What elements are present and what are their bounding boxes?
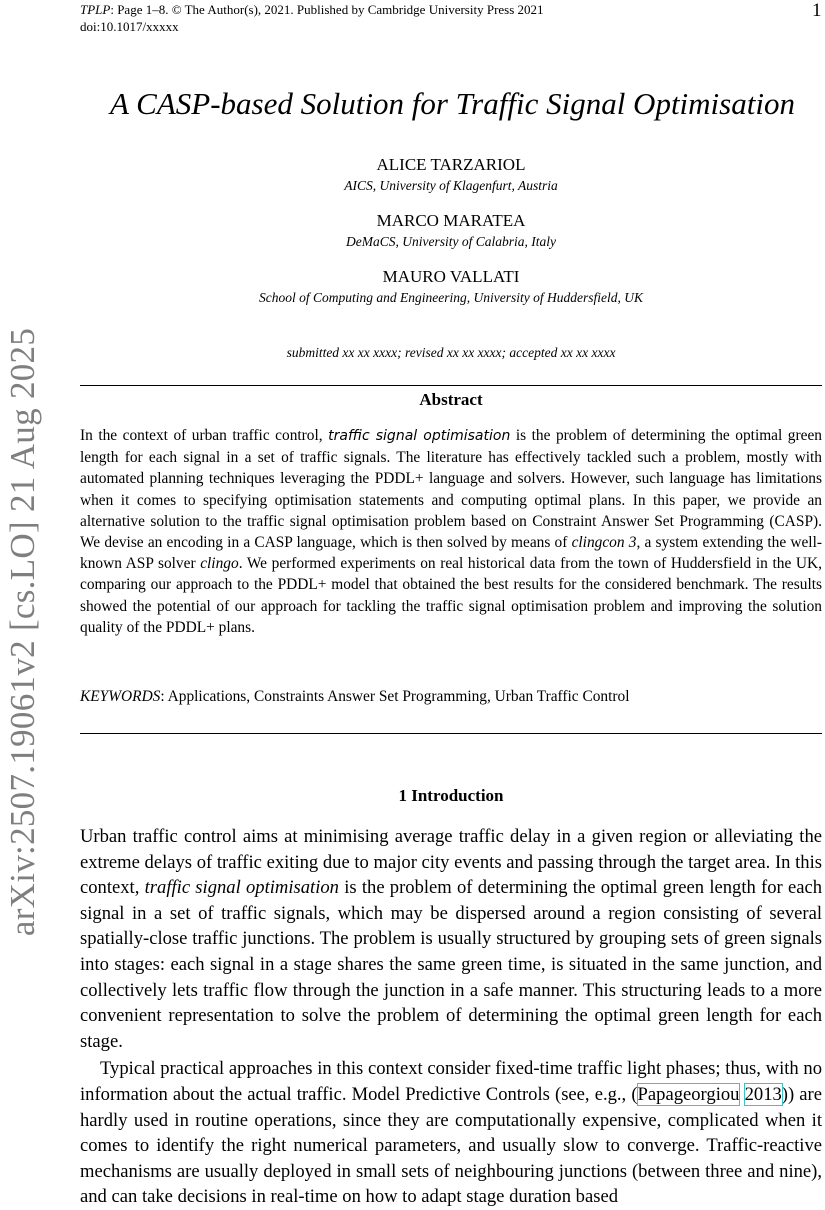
author-affiliation: School of Computing and Engineering, University of Huddersfield, UK bbox=[259, 290, 643, 305]
citation-link[interactable]: 2013 bbox=[744, 1083, 782, 1105]
emphasized-term: traffic signal optimisation bbox=[144, 877, 339, 899]
abstract-term: clingo bbox=[200, 555, 239, 573]
keywords-text: : Applications, Constraints Answer Set Programming, Urban Traffic Control bbox=[160, 688, 630, 705]
citation-link[interactable]: Papageorgiou bbox=[637, 1083, 740, 1105]
top-rule bbox=[80, 385, 822, 386]
author-affiliation: DeMaCS, University of Calabria, Italy bbox=[346, 234, 556, 249]
section-heading: 1 Introduction bbox=[398, 786, 504, 805]
abstract-term: clingcon 3 bbox=[571, 534, 637, 552]
journal-name: TPLP bbox=[80, 2, 111, 17]
keywords-label: KEYWORDS bbox=[80, 688, 161, 705]
author-name: MAURO VALLATI bbox=[382, 267, 520, 286]
doi[interactable]: doi:10.1017/xxxxx bbox=[80, 19, 179, 34]
keywords bbox=[80, 688, 822, 706]
bottom-rule bbox=[80, 733, 822, 734]
running-header bbox=[80, 2, 544, 18]
paragraph: Typical practical approaches in this context consider fixed-time traffic light phases; thus, with no information about the actual traffic. Model Predictive Controls (see, e.g., (Papageorgiou 2013)) are hardly used in routine operations, since they are computationally expensive, complicated when it comes to identify the right numerical parameters, and usually slow to converge. Traffic-reactive mechanisms are usually deployed in small sets of neighbouring junctions (between three and nine), and can take decisions in real-time on how to adapt stage duration based bbox=[80, 1058, 822, 1208]
page-number: 1 bbox=[812, 0, 822, 21]
abstract-term: traffic signal optimisation bbox=[328, 428, 511, 444]
paragraph: Urban traffic control aims at minimising average traffic delay in a given region or alleviating the extreme delays of traffic exiting due to major city events and passing through the target area. In this context, traffic signal optimisation is the problem of determining the optimal green length for each signal in a set of traffic signals, which may be dispersed around a region consisting of several spatially-close traffic junctions. The problem is usually structured by grouping sets of green signals into stages: each signal in a stage shares the same green time, is situated in the same junction, and collectively lets traffic flow through the junction in a safe manner. This structuring leads to a more convenient representation to solve the problem of determining the optimal green length for each stage. bbox=[80, 826, 823, 1052]
arxiv-stamp-container bbox=[0, 282, 46, 982]
arxiv-stamp[interactable]: arXiv:2507.19061v2 [cs.LO] 21 Aug 2025 bbox=[3, 327, 42, 937]
abstract-body: In the context of urban traffic control, traffic signal optimisation is the problem of determining the optimal green length for each signal in a set of traffic signals. The literature has effectively tackled such a problem, mostly with automated planning techniques leveraging the PDDL+ language and solvers. However, such language has limitations when it comes to specifying optimisation statements and computing optimal plans. In this paper, we provide an alternative solution to the traffic signal optimisation problem based on Constraint Answer Set Programming (CASP). We devise an encoding in a CASP language, which is then solved by means of clingcon 3, a system extending the well-known ASP solver clingo. We performed experiments on real historical data from the town of Huddersfield in the UK, comparing our approach to the PDDL+ model that obtained the best results for the considered benchmark. The results showed the potential of our approach for tackling the traffic signal optimisation problem and improving the solution quality of the PDDL+ plans. bbox=[80, 427, 822, 636]
author-name: MARCO MARATEA bbox=[376, 211, 526, 230]
paper-title: A CASP-based Solution for Traffic Signal Optimisation bbox=[110, 86, 795, 121]
page-info: : Page 1–8. © The Author(s), 2021. Published by Cambridge University Press 2021 bbox=[110, 2, 544, 17]
introduction-body bbox=[80, 824, 822, 1210]
submission-dates: submitted xx xx xxxx; revised xx xx xxxx; accepted xx xx xxxx bbox=[286, 345, 616, 360]
author-name: ALICE TARZARIOL bbox=[376, 155, 526, 174]
abstract-heading: Abstract bbox=[419, 390, 483, 409]
author-affiliation: AICS, University of Klagenfurt, Austria bbox=[344, 178, 558, 193]
